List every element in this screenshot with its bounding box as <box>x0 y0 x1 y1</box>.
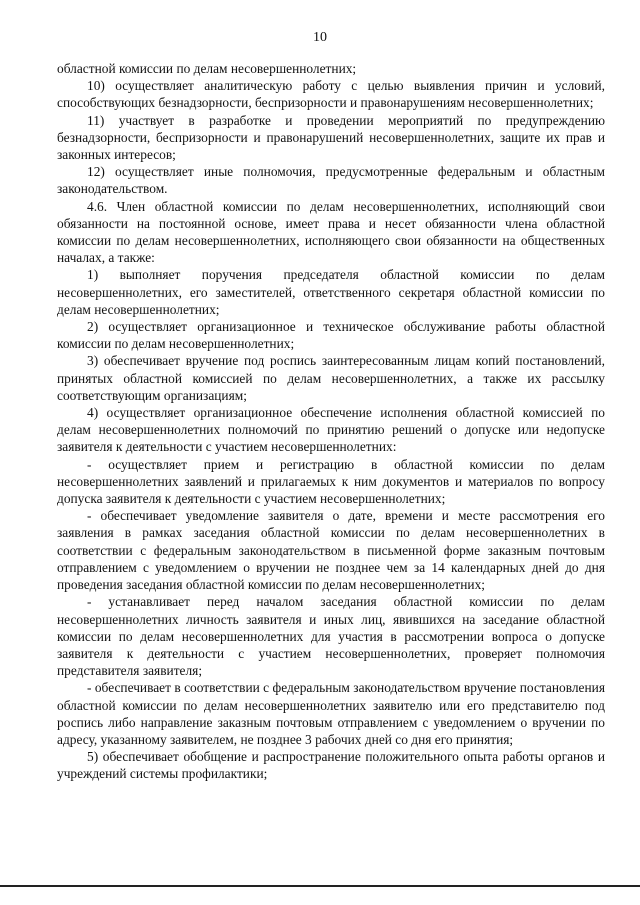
paragraph: областной комиссии по делам несовершеннолетних; <box>57 61 357 76</box>
paragraph: - обеспечивает в соответствии с федеральным законодательством вручение постановления областной комиссии по делам несовершеннолетних заявителю или его представителю под роспись либо направление заказным почтовым отправлением с уведомлением о вручении по адресу, указанному заявителем, не позднее 3 рабочих дней со дня его принятия; <box>57 680 605 747</box>
paragraph: - осуществляет прием и регистрацию в областной комиссии по делам несовершеннолетних заявлений и прилагаемых к ним документов и материалов по вопросу допуска заявителя к деятельности с участием несовершеннолетних; <box>57 456 605 507</box>
paragraph: 10) осуществляет аналитическую работу с целью выявления причин и условий, способствующих безнадзорности, беспризорности и правонарушениям несовершеннолетних; <box>57 78 605 111</box>
bottom-border-line <box>0 885 640 887</box>
page-number: 10 <box>313 30 327 45</box>
paragraph: 4) осуществляет организационное обеспечение исполнения областной комиссией по делам несовершеннолетних полномочий по принятию решений о допуске или недопуске заявителя к деятельности с участием несовершеннолетних: <box>57 405 605 455</box>
paragraph: 4.6. Член областной комиссии по делам несовершеннолетних, исполняющий свои обязанности на постоянной основе, имеет права и несет обязанности члена областной комиссии по делам несовершеннолетних, исполняющего свои обязанности на общественных началах, а также: <box>57 198 605 266</box>
paragraph: - обеспечивает уведомление заявителя о дате, времени и месте рассмотрения его заявления в рамках заседания областной комиссии по делам несовершеннолетних в соответствии с федеральным законодательством в письменной форме заказным почтовым отправлением с уведомлением о вручении не позднее чем за 14 календарных дней до дня проведения заседания областной комиссии по делам несовершеннолетних; <box>57 508 605 593</box>
document-body <box>57 60 605 783</box>
paragraph: 5) обеспечивает обобщение и распространение положительного опыта работы органов и учреждений системы профилактики; <box>57 749 605 782</box>
paragraph: 12) осуществляет иные полномочия, предусмотренные федеральным и областным законодательством. <box>57 164 605 197</box>
paragraph: 3) обеспечивает вручение под роспись заинтересованным лицам копий постановлений, принятых областной комиссией по делам несовершеннолетних, а также их рассылку соответствующим организациям; <box>57 353 605 403</box>
paragraph: - устанавливает перед началом заседания областной комиссии по делам несовершеннолетних личность заявителя и иных лиц, явившихся на заседание областной комиссии по делам несовершеннолетних для участия в рассмотрении вопроса о допуске заявителя к деятельности с участием несовершеннолетних, проверяет полномочия представителя заявителя; <box>57 594 605 679</box>
paragraph: 2) осуществляет организационное и техническое обслуживание работы областной комиссии по делам несовершеннолетних; <box>57 319 605 352</box>
paragraph: 11) участвует в разработке и проведении мероприятий по предупреждению безнадзорности, беспризорности и правонарушений несовершеннолетних, защите их прав и законных интересов; <box>57 112 605 163</box>
paragraph: 1) выполняет поручения председателя областной комиссии по делам несовершеннолетних, его заместителей, ответственного секретаря областной комиссии по делам несовершеннолетних; <box>57 267 605 317</box>
